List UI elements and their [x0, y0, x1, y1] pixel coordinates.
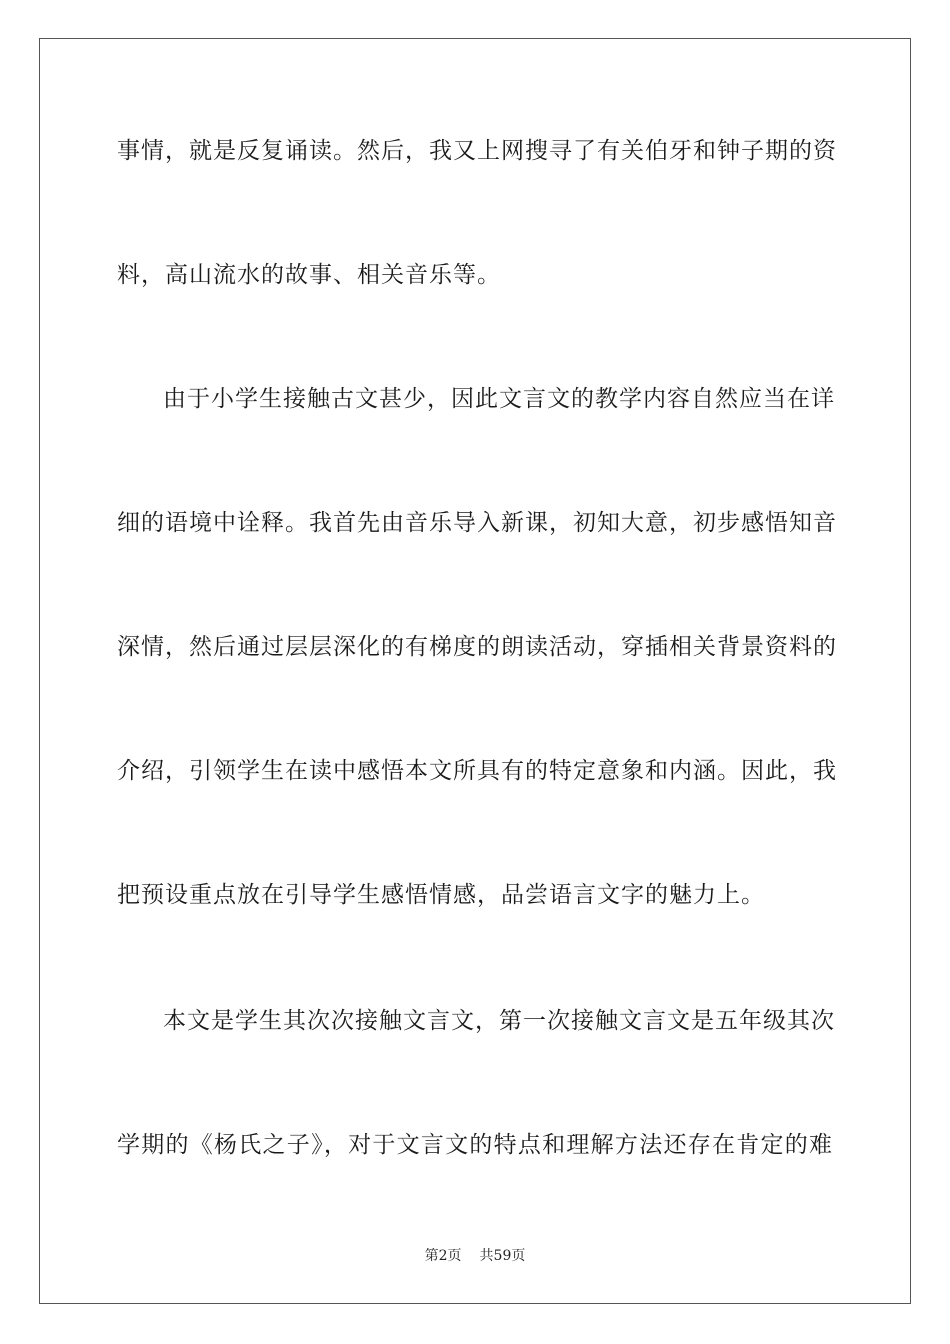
page-frame: [39, 38, 911, 1304]
text-line: 深情，然后通过层层深化的有梯度的朗读活动，穿插相关背景资料的: [117, 634, 837, 660]
text-line: 事情，就是反复诵读。然后，我又上网搜寻了有关伯牙和钟子期的资: [117, 138, 837, 164]
page-total: 共59页: [479, 1248, 526, 1264]
text-line: 介绍，引领学生在读中感悟本文所具有的特定意象和内涵。因此，我: [117, 758, 837, 784]
text-line: 把预设重点放在引导学生感悟情感，品尝语言文字的魅力上。: [117, 882, 765, 908]
page-number: 第2页: [424, 1248, 462, 1264]
text-line: 细的语境中诠释。我首先由音乐导入新课，初知大意，初步感悟知音: [117, 510, 837, 536]
paragraph-first-line: 由于小学生接触古文甚少，因此文言文的教学内容自然应当在详: [163, 386, 835, 412]
text-line: 学期的《杨氏之子》，对于文言文的特点和理解方法还存在肯定的难: [117, 1132, 833, 1158]
text-line: 料，高山流水的故事、相关音乐等。: [117, 262, 501, 288]
paragraph-first-line: 本文是学生其次次接触文言文，第一次接触文言文是五年级其次: [163, 1008, 835, 1034]
page-footer: [0, 1246, 950, 1266]
